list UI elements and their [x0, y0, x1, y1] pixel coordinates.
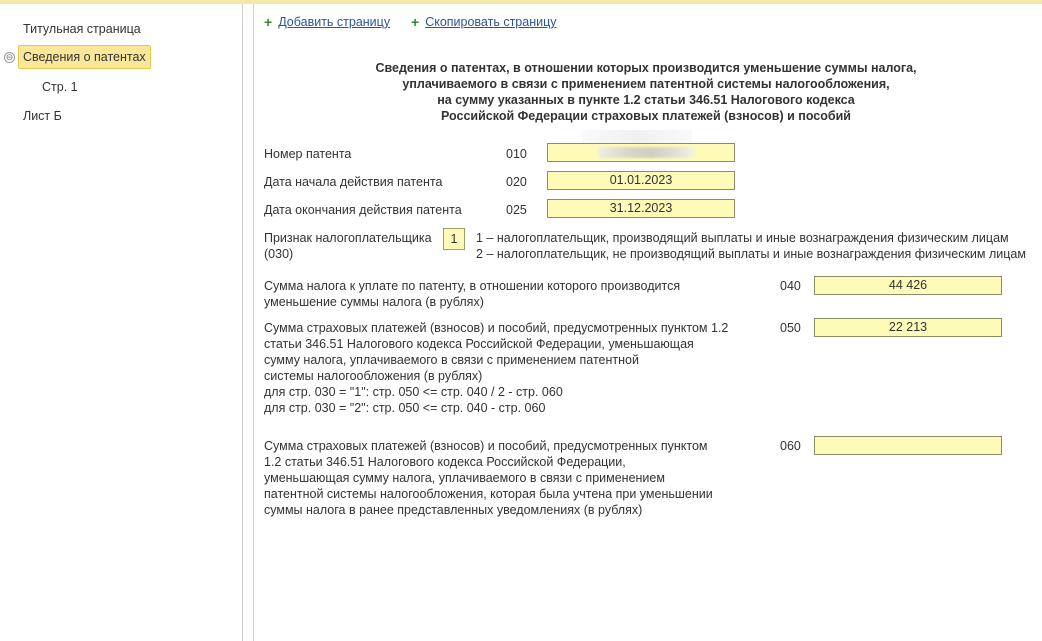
sidebar-navigation [0, 4, 243, 641]
taxpayer-sign-option-1: 1 – налогоплательщик, производящий выплаты и иные вознаграждения физическим лицам [476, 231, 1009, 245]
insurance-payments-label-line: статьи 346.51 Налогового кодекса Российской Федерации, уменьшающая [264, 337, 694, 351]
tax-amount-label-line: Сумма налога к уплате по патенту, в отношении которого производится [264, 279, 681, 293]
heading-line: на сумму указанных в пункте 1.2 статьи 346.51 Налогового кодекса [437, 93, 855, 107]
sidebar-item-patent-info[interactable]: Сведения о патентах [18, 45, 151, 69]
sidebar-item-sheet-b[interactable]: Лист Б [23, 109, 62, 123]
patent-number-field[interactable] [547, 143, 735, 162]
previous-payments-label-line: уменьшающая сумму налога, уплачиваемого в связи с применением [264, 471, 665, 485]
copy-page-button[interactable] [411, 14, 557, 30]
collapse-icon[interactable]: ⊖ [5, 52, 14, 62]
end-date-code: 025 [506, 203, 527, 217]
taxpayer-sign-label: Признак налогоплательщика [264, 231, 432, 245]
previous-payments-label-line: патентной системы налогообложения, которая была учтена при уменьшении [264, 487, 713, 501]
previous-payments-label-line: 1.2 статьи 346.51 Налогового кодекса Российской Федерации, [264, 455, 626, 469]
redacted-area [582, 130, 692, 144]
plus-icon: + [264, 14, 273, 30]
insurance-payments-label-line: системы налогообложения (в рублях) [264, 369, 483, 383]
previous-payments-label-line: Сумма страховых платежей (взносов) и пособий, предусмотренных пунктом [264, 439, 708, 453]
taxpayer-sign-field[interactable]: 1 [443, 228, 465, 250]
form-content [254, 4, 1042, 641]
taxpayer-sign-option-2: 2 – налогоплательщик, не производящий выплаты и иные вознаграждения физическим лицам [476, 247, 1026, 261]
end-date-field[interactable]: 31.12.2023 [547, 199, 735, 218]
form-heading [334, 60, 958, 124]
patent-number-label: Номер патента [264, 147, 352, 161]
add-page-label: Добавить страницу [278, 15, 391, 29]
panel-splitter[interactable] [243, 4, 254, 641]
plus-icon: + [411, 14, 420, 30]
previous-payments-field[interactable] [814, 436, 1002, 455]
previous-payments-code: 060 [780, 439, 801, 453]
insurance-payments-code: 050 [780, 321, 801, 335]
heading-line: Сведения о патентах, в отношении которых производится уменьшение суммы налога, [375, 61, 917, 75]
patent-number-code: 010 [506, 147, 527, 161]
start-date-field[interactable]: 01.01.2023 [547, 171, 735, 190]
insurance-payments-label-line: сумму налога, уплачиваемого в связи с применением патентной [264, 353, 639, 367]
copy-page-label: Скопировать страницу [425, 15, 557, 29]
tax-amount-field[interactable]: 44 426 [814, 276, 1002, 295]
heading-line: Российской Федерации страховых платежей (взносов) и пособий [441, 109, 851, 123]
insurance-payments-label-line: Сумма страховых платежей (взносов) и пособий, предусмотренных пунктом 1.2 [264, 321, 729, 335]
previous-payments-label-line: суммы налога в ранее представленных уведомлениях (в рублях) [264, 503, 643, 517]
add-page-button[interactable] [264, 14, 390, 30]
start-date-label: Дата начала действия патента [264, 175, 443, 189]
taxpayer-sign-code: (030) [264, 247, 294, 261]
start-date-code: 020 [506, 175, 527, 189]
sidebar-item-page-1[interactable]: Стр. 1 [42, 80, 78, 94]
heading-line: уплачиваемого в связи с применением патентной системы налогообложения, [402, 77, 890, 91]
tax-amount-code: 040 [780, 279, 801, 293]
end-date-label: Дата окончания действия патента [264, 203, 462, 217]
redacted-value [598, 147, 694, 158]
tax-amount-label-line: уменьшение суммы налога (в рублях) [264, 295, 484, 309]
sidebar-item-title-page[interactable]: Титульная страница [23, 22, 141, 36]
insurance-payments-label-line: для стр. 030 = "1": стр. 050 <= стр. 040 / 2 - стр. 060 [264, 385, 563, 399]
insurance-payments-label-line: для стр. 030 = "2": стр. 050 <= стр. 040 - стр. 060 [264, 401, 546, 415]
insurance-payments-field[interactable]: 22 213 [814, 318, 1002, 337]
